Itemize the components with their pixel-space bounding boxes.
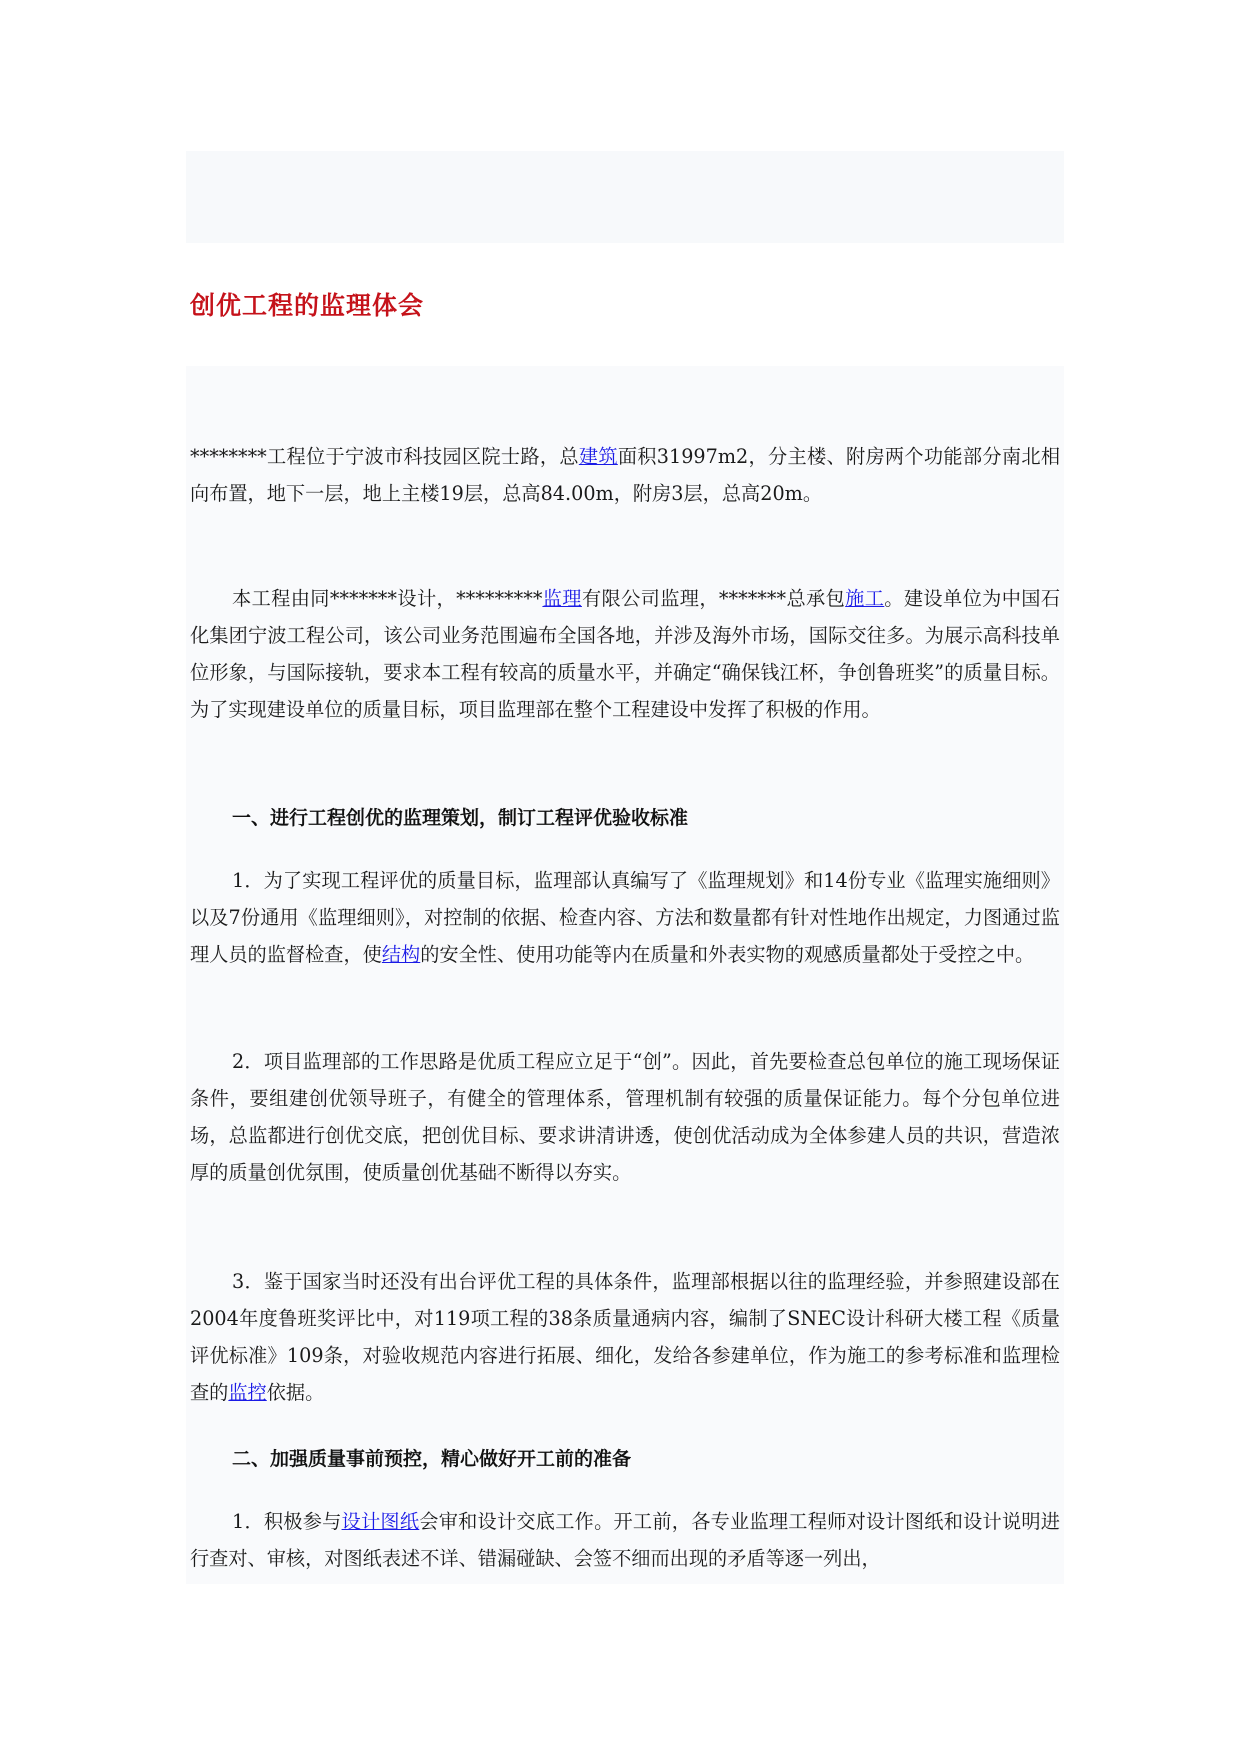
link-jiankong[interactable]: 监控 [228,1381,267,1404]
section1-item1 [190,862,1060,973]
section2-heading: 二、加强质量事前预控，精心做好开工前的准备 [232,1448,632,1470]
section2-item1-text-1: 1．积极参与 [232,1510,342,1533]
section1-item1-text-1: 1．为了实现工程评优的质量目标，监理部认真编写了《监理规划》和14份专业《监理实施细则》以及7份通用《监理细则》，对控制的依据、检查内容、方法和数量都有针对性地作出规定，力图通过监理人员的监督检查，使 [190,869,1060,966]
link-jianli[interactable]: 监理 [542,587,582,610]
section1-item3-text-2: 依据。 [266,1381,325,1404]
section1-item3 [190,1263,1060,1411]
section1-item2: 2．项目监理部的工作思路是优质工程应立足于“创”。因此，首先要检查总包单位的施工现场保证条件，要组建创优领导班子，有健全的管理体系，管理机制有较强的质量保证能力。每个分包单位进场，总监都进行创优交底，把创优目标、要求讲清讲透，使创优活动成为全体参建人员的共识，营造浓厚的质量创优氛围，使质量创优基础不断得以夯实。 [190,1050,1060,1184]
link-sheji-tuzhi[interactable]: 设计图纸 [341,1510,420,1533]
link-jianzhu[interactable]: 建筑 [578,445,618,468]
page-title: 创优工程的监理体会 [190,291,425,320]
section2-item1 [190,1503,1060,1577]
link-shigong[interactable]: 施工 [845,587,885,610]
project-paragraph [190,580,1060,728]
project-text-2: 有限公司监理，*******总承包 [581,587,846,610]
section1-heading: 一、进行工程创优的监理策划，制订工程评优验收标准 [232,807,689,829]
top-banner [186,151,1064,243]
section1-item1-text-2: 的安全性、使用功能等内在质量和外表实物的观感质量都处于受控之中。 [420,943,1035,966]
intro-text-2: 面积31997m2，分主楼、附房两个功能部分南北相向布置，地下一层，地上主楼19层，总高84.00m，附房3层，总高20m。 [190,445,1061,505]
section1-item3-text-1: 3．鉴于国家当时还没有出台评优工程的具体条件，监理部根据以往的监理经验，并参照建设部在2004年度鲁班奖评比中，对119项工程的38条质量通病内容，编制了SNEC设计科研大楼工程《质量评优标准》109条，对验收规范内容进行拓展、细化，发给各参建单位，作为施工的参考标准和监理检查的 [190,1270,1060,1404]
section2-item1-text-2: 会审和设计交底工作。开工前，各专业监理工程师对设计图纸和设计说明进行查对、审核，对图纸表述不详、错漏碰缺、会签不细而出现的矛盾等逐一列出， [190,1510,1060,1570]
project-text-1: 本工程由同*******设计，********* [232,587,543,610]
link-jiegou[interactable]: 结构 [381,943,421,966]
intro-paragraph [190,438,1060,512]
intro-text-1: ********工程位于宁波市科技园区院士路，总 [190,445,579,468]
project-text-3: 。建设单位为中国石化集团宁波工程公司，该公司业务范围遍布全国各地，并涉及海外市场，国际交往多。为展示高科技单位形象，与国际接轨，要求本工程有较高的质量水平，并确定“确保钱江杯，争创鲁班奖”的质量目标。为了实现建设单位的质量目标，项目监理部在整个工程建设中发挥了积极的作用。 [190,587,1061,721]
